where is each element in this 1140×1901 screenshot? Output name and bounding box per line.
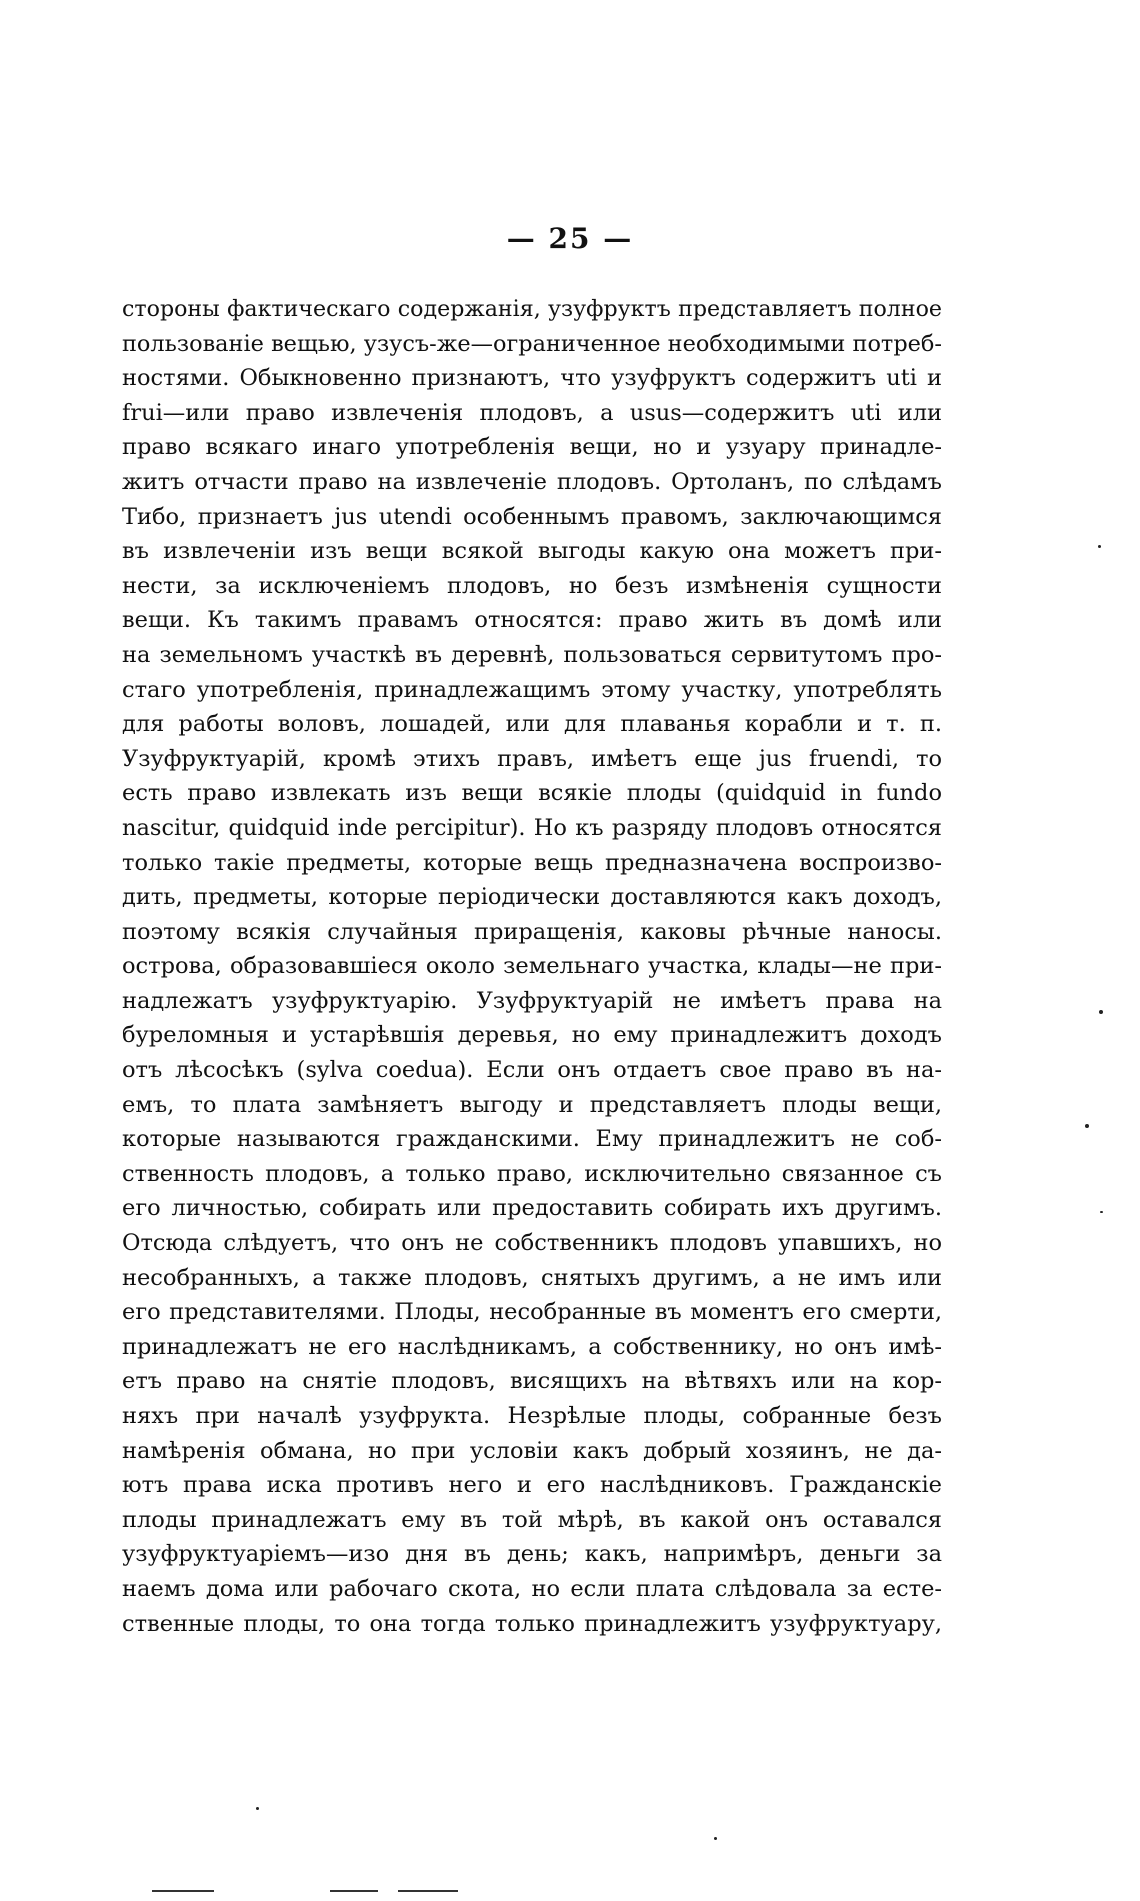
text-line: намѣренія обмана, но при условіи какъ добрый хозяинъ, не да- — [122, 1437, 942, 1464]
text-line: дить, предметы, которые періодически доставляются какъ доходъ, — [122, 884, 942, 911]
text-line: на земельномъ участкѣ въ деревнѣ, пользоваться сервитутомъ про- — [122, 641, 942, 668]
text-line: nascitur, quidquid inde percipitur). Но къ разряду плодовъ относятся — [122, 814, 942, 841]
text-line: стаго употребленія, принадлежащимъ этому участку, употреблять — [122, 676, 942, 703]
text-line: етъ право на снятіе плодовъ, висящихъ на вѣтвяхъ или на кор- — [122, 1368, 942, 1395]
text-line: которые называются гражданскими. Ему принадлежитъ не соб- — [122, 1126, 942, 1153]
text-line: есть право извлекать изъ вещи всякіе плоды (quidquid in fundo — [122, 780, 942, 807]
text-line: ственность плодовъ, а только право, исключительно связанное съ — [122, 1160, 942, 1187]
text-line: Тибо, признаетъ jus utendi особеннымъ правомъ, заключающимся — [122, 503, 942, 530]
scan-artifact-line — [330, 1890, 378, 1892]
scan-speck — [714, 1837, 717, 1840]
text-line: отъ лѣсосѣкъ (sylva coedua). Если онъ отдаетъ свое право въ на- — [122, 1057, 942, 1084]
text-line: Отсюда слѣдуетъ, что онъ не собственникъ плодовъ упавшихъ, но — [122, 1230, 942, 1257]
text-line: право всякаго инаго употребленія вещи, но и узуару принадле- — [122, 434, 942, 461]
scan-speck — [256, 1807, 259, 1810]
page-number: — 25 — — [506, 222, 634, 255]
text-line: вещи. Къ такимъ правамъ относятся: право жить въ домѣ или — [122, 607, 942, 634]
text-line: Узуфруктуарій, кромѣ этихъ правъ, имѣетъ еще jus fruendi, то — [122, 745, 942, 772]
scan-artifact-line — [398, 1890, 458, 1892]
text-line: ностями. Обыкновенно признаютъ, что узуфруктъ содержитъ uti и — [122, 365, 942, 392]
scan-artifact-line — [152, 1890, 214, 1892]
scan-speck — [1085, 1124, 1089, 1128]
text-line: острова, образовавшіеся около земельнаго участка, клады—не при- — [122, 953, 942, 980]
scan-speck — [1100, 1211, 1103, 1213]
text-line: пользованіе вещью, узусъ-же—ограниченное необходимыми потреб- — [122, 330, 942, 357]
scan-speck — [1098, 545, 1101, 548]
text-line: житъ отчасти право на извлеченіе плодовъ. Ортоланъ, по слѣдамъ — [122, 468, 942, 495]
text-line: frui—или право извлеченія плодовъ, а usus—содержитъ uti или — [122, 399, 942, 426]
text-line: ютъ права иска противъ него и его наслѣдниковъ. Гражданскіе — [122, 1472, 942, 1499]
text-line: няхъ при началѣ узуфрукта. Незрѣлые плоды, собранные безъ — [122, 1403, 942, 1429]
text-line: его личностью, собирать или предоставить собирать ихъ другимъ. — [122, 1195, 942, 1222]
text-line: емъ, то плата замѣняетъ выгоду и представляетъ плоды вещи, — [122, 1091, 942, 1118]
text-line: наемъ дома или рабочаго скота, но если плата слѣдовала за есте- — [122, 1575, 942, 1602]
text-line: ственные плоды, то она тогда только принадлежитъ узуфруктуару, — [122, 1610, 942, 1637]
text-line: нести, за исключеніемъ плодовъ, но безъ измѣненія сущности — [122, 572, 942, 599]
text-line: стороны фактическаго содержанія, узуфруктъ представляетъ полное — [122, 296, 942, 322]
text-line: буреломныя и устарѣвшія деревья, но ему принадлежитъ доходъ — [122, 1022, 942, 1049]
text-line: принадлежатъ не его наслѣдникамъ, а собственнику, но онъ имѣ- — [122, 1333, 942, 1360]
text-line: его представителями. Плоды, несобранные въ моментъ его смерти, — [122, 1299, 942, 1326]
body-text — [122, 292, 942, 1641]
text-line: несобранныхъ, а также плодовъ, снятыхъ другимъ, а не имъ или — [122, 1264, 942, 1291]
text-line: для работы воловъ, лошадей, или для плаванья корабли и т. п. — [122, 711, 942, 738]
text-line: поэтому всякія случайныя приращенія, каковы рѣчные наносы. — [122, 918, 942, 945]
scan-speck — [1099, 1010, 1103, 1014]
text-line: только такіе предметы, которые вещь предназначена воспроизво- — [122, 849, 942, 876]
text-line: въ извлеченіи изъ вещи всякой выгоды какую она можетъ при- — [122, 538, 942, 565]
text-line: узуфруктуаріемъ—изо дня въ день; какъ, напримѣръ, деньги за — [122, 1541, 942, 1568]
text-line: надлежатъ узуфруктуарію. Узуфруктуарій не имѣетъ права на — [122, 987, 942, 1014]
text-line: плоды принадлежатъ ему въ той мѣрѣ, въ какой онъ оставался — [122, 1506, 942, 1533]
